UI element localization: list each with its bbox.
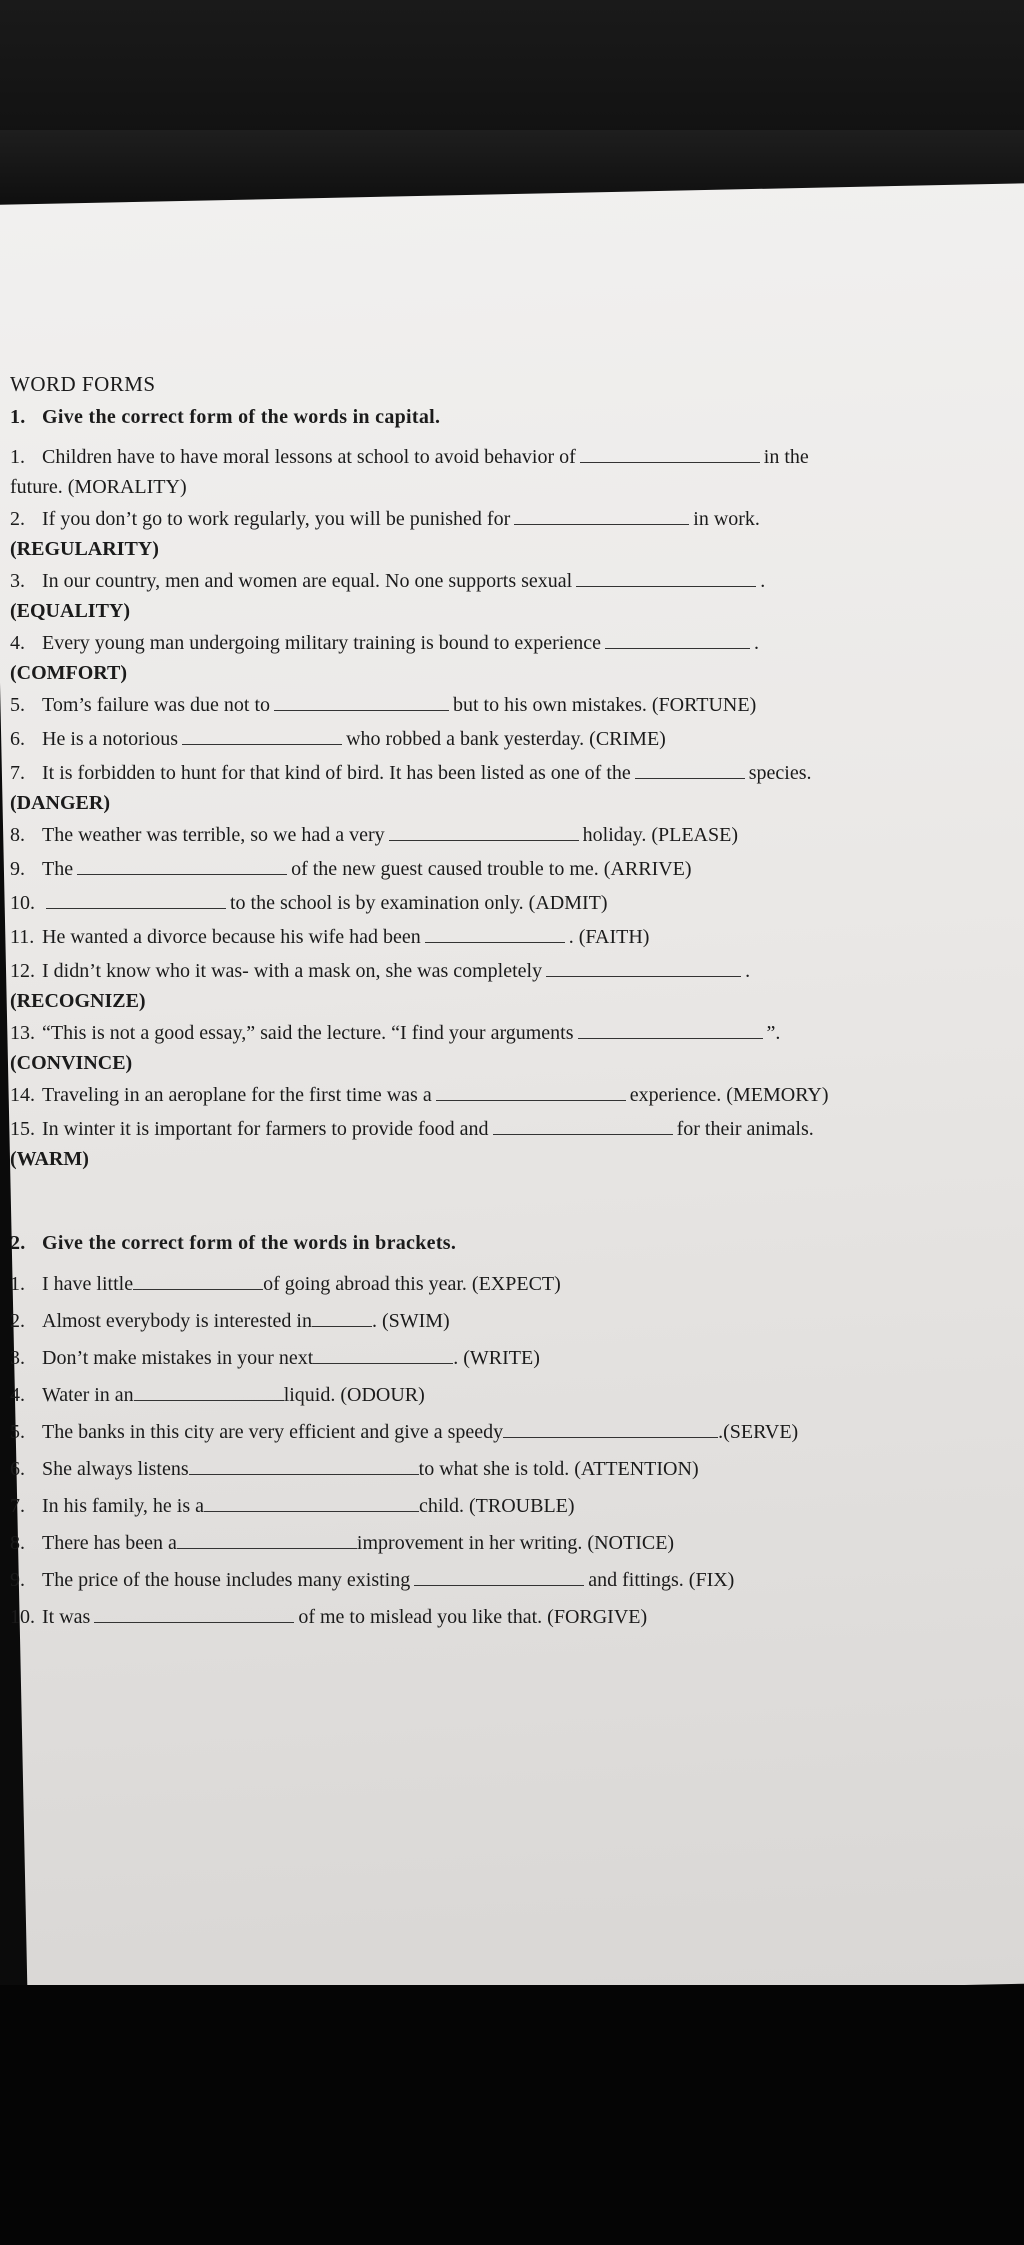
question-text: In his family, he is a [42, 1495, 205, 1517]
question-item [10, 1525, 1010, 1562]
answer-blank[interactable] [312, 1306, 372, 1327]
question-number: 8. [10, 1532, 25, 1554]
question-text: Tom’s failure was due not to [42, 694, 270, 716]
question-number: 9. [10, 858, 25, 880]
answer-blank[interactable] [580, 442, 760, 463]
question-text-after: of me to mislead you like that. (FORGIVE) [298, 1606, 648, 1628]
question-text: Water in an [42, 1384, 134, 1406]
question-text: I didn’t know who it was- with a mask on, she was completely [42, 960, 543, 982]
answer-blank[interactable] [605, 628, 750, 649]
question-item [10, 954, 1010, 1016]
question-text-after: liquid. (ODOUR) [283, 1384, 425, 1406]
question-text-after: species. [748, 762, 812, 784]
section-1-title [10, 406, 1010, 440]
question-item [10, 440, 1010, 502]
question-continuation: (EQUALITY) [10, 600, 131, 622]
section-2-title [10, 1232, 1010, 1266]
question-number: 12. [10, 960, 35, 982]
question-number: 8. [10, 824, 25, 846]
answer-blank[interactable] [503, 1417, 718, 1438]
question-text-after: . (WRITE) [453, 1347, 540, 1369]
question-text-after: . [745, 960, 751, 982]
question-text-after: of the new guest caused trouble to me. (ARRIVE) [291, 858, 692, 880]
answer-blank[interactable] [635, 758, 745, 779]
question-item [10, 818, 1010, 852]
question-item [10, 502, 1010, 564]
question-number: 4. [10, 632, 25, 654]
answer-blank[interactable] [436, 1080, 626, 1101]
question-continuation: future. (MORALITY) [10, 476, 187, 498]
question-text-after: and fittings. (FIX) [588, 1569, 735, 1591]
answer-blank[interactable] [389, 820, 579, 841]
question-text-after: of going abroad this year. (EXPECT) [263, 1273, 561, 1295]
question-item [10, 1488, 1010, 1525]
question-number: 6. [10, 728, 25, 750]
answer-blank[interactable] [133, 1269, 263, 1290]
question-text: It was [42, 1606, 91, 1628]
question-text: If you don’t go to work regularly, you will be punished for [42, 508, 511, 530]
question-text: There has been a [42, 1532, 177, 1554]
question-number: 2. [10, 1310, 25, 1332]
question-number: 5. [10, 694, 25, 716]
answer-blank[interactable] [546, 956, 741, 977]
question-number: 11. [10, 926, 35, 948]
question-item [10, 1377, 1010, 1414]
question-text-after: ”. [766, 1022, 781, 1044]
question-item [10, 1340, 1010, 1377]
question-continuation: (RECOGNIZE) [10, 990, 146, 1012]
question-text-after: holiday. (PLEASE) [582, 824, 738, 846]
answer-blank[interactable] [514, 504, 689, 525]
question-text: He is a notorious [42, 728, 179, 750]
question-number: 6. [10, 1458, 25, 1480]
answer-blank[interactable] [313, 1343, 453, 1364]
question-item [10, 886, 1010, 920]
answer-blank[interactable] [134, 1380, 284, 1401]
answer-blank[interactable] [189, 1454, 419, 1475]
question-continuation: (COMFORT) [10, 662, 128, 684]
question-number: 4. [10, 1384, 25, 1406]
answer-blank[interactable] [578, 1018, 763, 1039]
question-text-after: child. (TROUBLE) [419, 1495, 575, 1517]
question-text-after: improvement in her writing. (NOTICE) [356, 1532, 675, 1554]
question-number: 13. [10, 1022, 35, 1044]
question-number: 5. [10, 1421, 25, 1443]
question-number: 2. [10, 508, 25, 530]
question-text-after: for their animals. [676, 1118, 814, 1140]
question-text: Every young man undergoing military training is bound to experience [42, 632, 601, 654]
question-text: Don’t make mistakes in your next [42, 1347, 314, 1369]
question-text: Almost everybody is interested in [42, 1310, 312, 1332]
question-item [10, 626, 1010, 688]
section-2-list [10, 1266, 1010, 1636]
question-text-after: who robbed a bank yesterday. (CRIME) [346, 728, 666, 750]
answer-blank[interactable] [46, 888, 226, 909]
section-number: 2. [10, 1232, 26, 1254]
question-item [10, 1599, 1010, 1636]
question-text: The [42, 858, 74, 880]
question-text: The banks in this city are very efficient and give a speedy [42, 1421, 504, 1443]
section-instruction: Give the correct form of the words in capital. [42, 406, 441, 428]
question-item [10, 1078, 1010, 1112]
answer-blank[interactable] [204, 1491, 419, 1512]
question-text: In winter it is important for farmers to provide food and [42, 1118, 489, 1140]
question-text-after: to what she is told. (ATTENTION) [418, 1458, 699, 1480]
question-text: The price of the house includes many existing [42, 1569, 411, 1591]
question-item [10, 722, 1010, 756]
question-item [10, 688, 1010, 722]
question-number: 1. [10, 446, 25, 468]
section-number: 1. [10, 406, 26, 428]
question-number: 14. [10, 1084, 35, 1106]
question-item [10, 1112, 1010, 1174]
question-item [10, 1016, 1010, 1078]
answer-blank[interactable] [182, 724, 342, 745]
question-text: Children have to have moral lessons at school to avoid behavior of [42, 446, 576, 468]
answer-blank[interactable] [576, 566, 756, 587]
question-item [10, 1562, 1010, 1599]
answer-blank[interactable] [414, 1565, 584, 1586]
answer-blank[interactable] [274, 690, 449, 711]
question-item [10, 564, 1010, 626]
question-number: 3. [10, 1347, 25, 1369]
bottom-background [0, 1985, 1024, 2245]
question-text-after: .(SERVE) [718, 1421, 799, 1443]
question-text: The weather was terrible, so we had a very [42, 824, 385, 846]
question-number: 15. [10, 1118, 35, 1140]
question-item [10, 756, 1010, 818]
question-item [10, 1414, 1010, 1451]
page-title: WORD FORMS [10, 372, 156, 396]
question-item [10, 1451, 1010, 1488]
question-text-after: experience. (MEMORY) [629, 1084, 829, 1106]
question-number: 3. [10, 570, 25, 592]
question-text-after: . [760, 570, 766, 592]
question-text: I have little [42, 1273, 134, 1295]
question-continuation: (REGULARITY) [10, 538, 159, 560]
question-number: 10. [10, 1606, 35, 1628]
question-text: It is forbidden to hunt for that kind of bird. It has been listed as one of the [42, 762, 631, 784]
answer-blank[interactable] [77, 854, 287, 875]
question-number: 9. [10, 1569, 25, 1591]
question-text-after: in the [763, 446, 809, 468]
answer-blank[interactable] [425, 922, 565, 943]
question-text-after: to the school is by examination only. (ADMIT) [230, 892, 608, 914]
worksheet-content [10, 372, 1010, 1636]
question-text-after: . (FAITH) [568, 926, 650, 948]
question-item [10, 920, 1010, 954]
answer-blank[interactable] [493, 1114, 673, 1135]
question-continuation: (DANGER) [10, 792, 110, 814]
question-text: In our country, men and women are equal. No one supports sexual [42, 570, 573, 592]
question-text-after: but to his own mistakes. (FORTUNE) [453, 694, 757, 716]
question-number: 1. [10, 1273, 25, 1295]
question-item [10, 1266, 1010, 1303]
answer-blank[interactable] [94, 1602, 294, 1623]
question-text-after: . (SWIM) [371, 1310, 450, 1332]
question-text: He wanted a divorce because his wife had been [42, 926, 421, 948]
question-text: “This is not a good essay,” said the lecture. “I find your arguments [42, 1022, 574, 1044]
question-number: 10. [10, 892, 35, 914]
question-item [10, 1303, 1010, 1340]
question-text-after: . [753, 632, 759, 654]
question-number: 7. [10, 1495, 25, 1517]
question-item [10, 852, 1010, 886]
question-number: 7. [10, 762, 25, 784]
question-text-after: in work. [693, 508, 760, 530]
section-instruction: Give the correct form of the words in brackets. [42, 1232, 457, 1254]
question-continuation: (CONVINCE) [10, 1052, 133, 1074]
answer-blank[interactable] [177, 1528, 357, 1549]
question-text: She always listens [42, 1458, 189, 1480]
section-gap [10, 1174, 1010, 1232]
question-continuation: (WARM) [10, 1148, 89, 1170]
question-text: Traveling in an aeroplane for the first time was a [42, 1084, 432, 1106]
section-1-list [10, 440, 1010, 1174]
